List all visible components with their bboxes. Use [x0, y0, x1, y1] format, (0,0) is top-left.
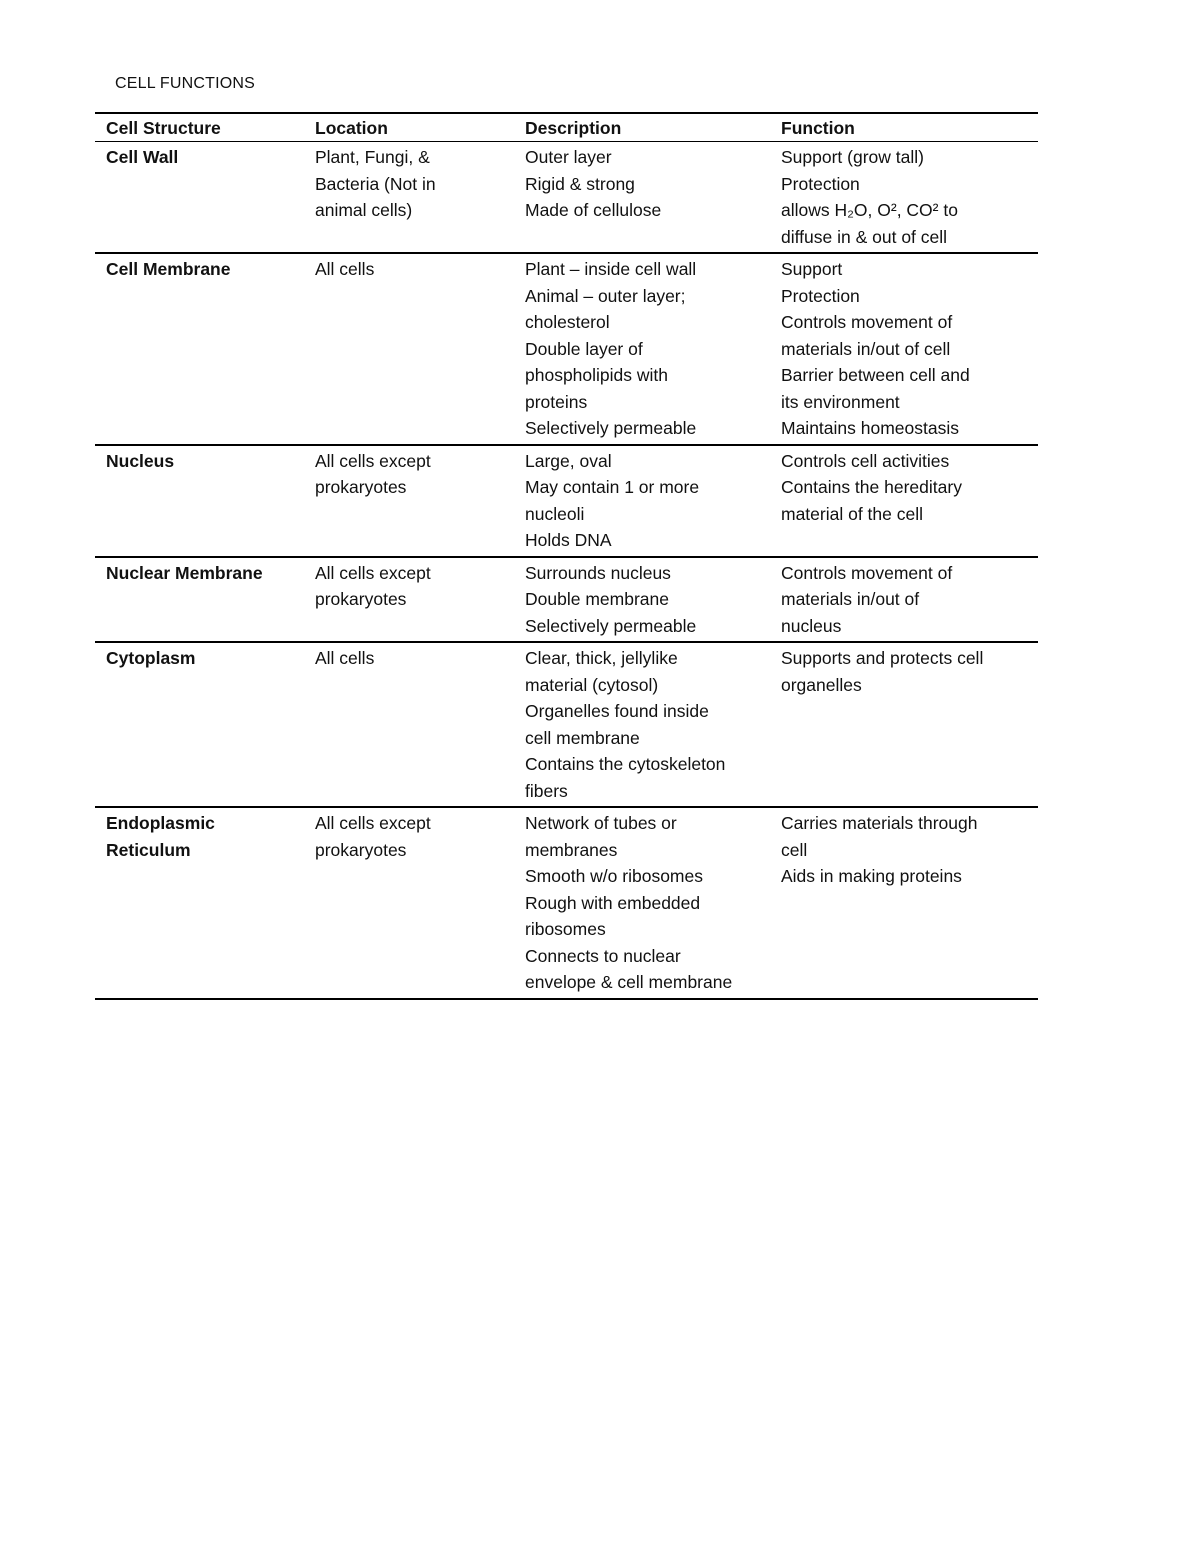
table-row [95, 643, 1038, 808]
cell-line: Cytoplasm [106, 648, 196, 668]
table-row [95, 446, 1038, 558]
cell-line: Support [781, 259, 843, 279]
cell-line: Large, oval [525, 450, 612, 471]
description-cell [525, 446, 781, 556]
table-row [95, 808, 1038, 998]
cell-line: prokaryotes [315, 839, 407, 860]
cell-line: Plant – inside cell wall [525, 259, 697, 279]
header-cell-structure: Cell Structure [106, 118, 221, 138]
table-header-row [95, 114, 1038, 142]
function-cell [781, 558, 1038, 642]
cell-line: materials in/out of cell [781, 338, 951, 359]
table-row [95, 142, 1038, 254]
table-row [95, 254, 1038, 446]
cell-line: All cells [315, 648, 375, 668]
cell-line: Controls cell activities [781, 450, 950, 471]
cell-line: materials in/out of [781, 589, 920, 609]
cell-line: All cells except [315, 450, 431, 471]
cell-line: allows H₂O, O², CO² to [781, 200, 958, 220]
location-cell [315, 808, 525, 998]
cell-line: cell [781, 839, 808, 860]
cell-line: diffuse in & out of cell [781, 226, 948, 247]
cell-line: Made of cellulose [525, 200, 662, 220]
cell-line: nucleoli [525, 503, 585, 524]
cell-line: cell membrane [525, 727, 640, 748]
header-function: Function [781, 118, 855, 138]
cell-line: Barrier between cell and [781, 365, 970, 385]
cell-line: nucleus [781, 615, 842, 636]
cell-line: Organelles found inside [525, 701, 709, 721]
cell-line: phospholipids with [525, 365, 669, 385]
cell-line: May contain 1 or more [525, 477, 700, 497]
cell-line: Surrounds nucleus [525, 562, 671, 583]
function-cell [781, 254, 1038, 444]
structure-cell [95, 558, 315, 642]
cell-line: Outer layer [525, 147, 612, 167]
cell-line: membranes [525, 839, 618, 860]
cell-line: All cells except [315, 562, 431, 583]
description-cell [525, 558, 781, 642]
cell-line: Bacteria (Not in [315, 173, 436, 194]
cell-line: Network of tubes or [525, 813, 677, 833]
cell-line: Double membrane [525, 589, 669, 609]
function-cell [781, 142, 1038, 252]
cell-line: Nucleus [106, 450, 175, 471]
cell-line: Support (grow tall) [781, 147, 924, 167]
cell-line: Carries materials through [781, 813, 978, 833]
cell-line: Plant, Fungi, & [315, 147, 430, 167]
cell-line: prokaryotes [315, 477, 407, 497]
cell-line: proteins [525, 391, 588, 412]
cell-line: prokaryotes [315, 589, 407, 609]
header-location: Location [315, 118, 388, 138]
cell-line: Contains the hereditary [781, 477, 962, 497]
description-cell [525, 254, 781, 444]
cell-line: Clear, thick, jellylike [525, 648, 678, 668]
description-cell [525, 643, 781, 806]
cell-line: Protection [781, 285, 860, 306]
structure-cell [95, 446, 315, 556]
location-cell [315, 643, 525, 806]
cell-line: material (cytosol) [525, 674, 659, 695]
description-cell [525, 808, 781, 998]
cell-line: Rough with embedded [525, 892, 701, 913]
table-body [95, 142, 1038, 998]
cell-line: cholesterol [525, 312, 610, 332]
cell-line: its environment [781, 391, 900, 412]
location-cell [315, 558, 525, 642]
location-cell [315, 254, 525, 444]
cell-line: Nuclear Membrane [106, 562, 263, 583]
cell-line: Selectively permeable [525, 418, 697, 438]
location-cell [315, 142, 525, 252]
cell-line: Cell Wall [106, 147, 179, 167]
cell-line: Supports and protects cell [781, 648, 984, 668]
cell-line: material of the cell [781, 503, 924, 524]
cell-line: Smooth w/o ribosomes [525, 866, 703, 886]
function-cell [781, 446, 1038, 556]
cell-line: Reticulum [106, 839, 191, 860]
structure-cell [95, 142, 315, 252]
cell-line: Controls movement of [781, 312, 953, 332]
page-title: CELL FUNCTIONS [115, 75, 256, 92]
cell-line: Double layer of [525, 338, 643, 359]
location-cell [315, 446, 525, 556]
structure-cell [95, 808, 315, 998]
cell-line: Connects to nuclear [525, 945, 681, 966]
cell-line: Controls movement of [781, 562, 953, 583]
function-cell [781, 643, 1038, 806]
structure-cell [95, 254, 315, 444]
cell-line: Contains the cytoskeleton [525, 754, 726, 774]
cell-line: All cells except [315, 813, 431, 833]
cell-line: Maintains homeostasis [781, 418, 959, 438]
description-cell [525, 142, 781, 252]
table-row [95, 558, 1038, 644]
structure-cell [95, 643, 315, 806]
cell-line: Protection [781, 173, 860, 194]
cell-line: All cells [315, 259, 375, 279]
cell-line: Rigid & strong [525, 173, 635, 194]
cell-line: organelles [781, 674, 862, 695]
cell-line: animal cells) [315, 200, 413, 220]
cell-line: Animal – outer layer; [525, 285, 686, 306]
cell-line: Selectively permeable [525, 615, 697, 636]
cell-line: Aids in making proteins [781, 866, 962, 886]
cell-line: ribosomes [525, 919, 606, 939]
cell-line: envelope & cell membrane [525, 972, 733, 992]
cell-line: Endoplasmic [106, 813, 215, 833]
cell-functions-table [95, 112, 1038, 1000]
cell-line: fibers [525, 780, 568, 801]
function-cell [781, 808, 1038, 998]
header-description: Description [525, 118, 622, 138]
cell-line: Cell Membrane [106, 259, 231, 279]
cell-line: Holds DNA [525, 530, 612, 550]
